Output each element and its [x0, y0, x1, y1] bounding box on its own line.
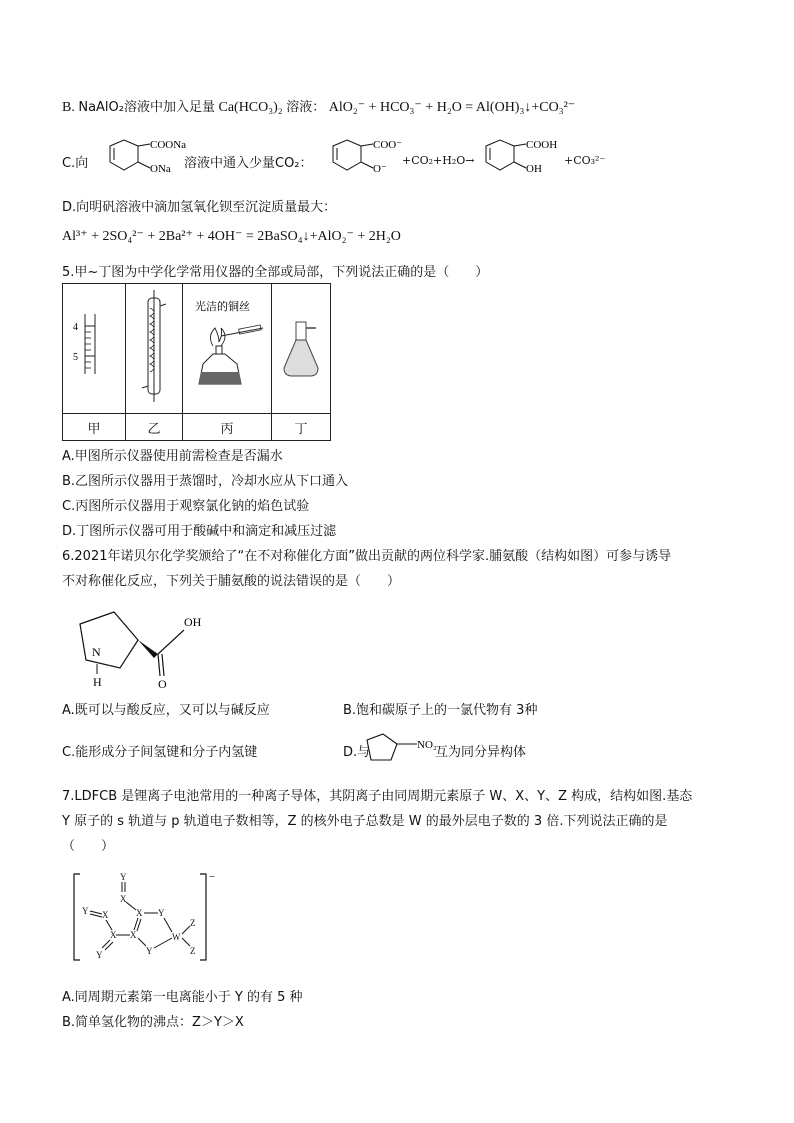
option-text: NaAlO₂溶液中加入足量	[78, 100, 215, 115]
option-6a: A.既可以与酸反应，又可以与碱反应	[62, 703, 270, 718]
label-jia: 甲	[63, 414, 126, 441]
tick-label: 4	[73, 322, 78, 333]
equation: +CO₂+H₂O→	[402, 154, 475, 167]
svg-text:Y: Y	[158, 908, 165, 918]
structure-label: COOH	[526, 139, 558, 151]
question-7-stem-line3: （ ）	[62, 839, 115, 854]
svg-text:Y: Y	[120, 872, 127, 882]
svg-text:X: X	[136, 908, 143, 918]
structure-label: OH	[526, 163, 542, 175]
suction-flask-icon	[272, 284, 330, 409]
atom-label: OH	[184, 615, 202, 629]
svg-text:Z: Z	[190, 946, 196, 956]
condenser-icon	[126, 284, 182, 409]
salicylic-acid-structure	[480, 136, 570, 180]
label-ding: 丁	[272, 414, 331, 441]
question-7-stem-line1: 7.LDFCB 是锂离子电池常用的一种离子导体，其阴离子由同周期元素原子 W、X、Y、Z 构成，结构如图.基态	[62, 789, 693, 804]
svg-text:X: X	[110, 930, 117, 940]
nitrocyclopentane-structure	[359, 732, 439, 764]
alcohol-lamp-copper-wire-icon	[183, 284, 271, 409]
option-7a: A.同周期元素第一电离能小于 Y 的有 5 种	[62, 990, 303, 1005]
atom-label: O	[158, 677, 167, 691]
proline-structure	[62, 598, 222, 693]
option-5c: C.丙图所示仪器用于观察氯化钠的焰色试验	[62, 499, 310, 514]
question-6-stem-line1: 6.2021年诺贝尔化学奖颁给了“在不对称催化方面”做出贡献的两位科学家.脯氨酸（结构如图）可参与诱导	[62, 549, 672, 564]
svg-text:Y: Y	[96, 950, 103, 960]
label-yi: 乙	[126, 414, 183, 441]
option-6c: C.能形成分子间氢键和分子内氢键	[62, 745, 258, 760]
tick-label: 5	[73, 352, 78, 363]
option-4d: D.向明矾溶液中滴加氢氧化钡至沉淀质量最大：	[62, 200, 337, 215]
option-5d: D.丁图所示仪器可用于酸碱中和滴定和减压过滤	[62, 524, 337, 539]
instrument-table	[62, 283, 331, 441]
charge-label: −	[209, 871, 216, 883]
equation: AlO₂⁻ + HCO₃⁻ + H₂O = Al(OH)₃↓+CO₃²⁻	[328, 100, 576, 115]
label-bing: 丙	[183, 414, 272, 441]
option-label: B.	[62, 100, 75, 115]
svg-text:W: W	[172, 932, 181, 942]
atom-label: N	[92, 645, 101, 659]
svg-text:X: X	[130, 930, 137, 940]
atom-label: H	[93, 675, 102, 689]
svg-text:Z: Z	[190, 918, 196, 928]
structure-label: COO⁻	[373, 139, 403, 151]
option-text: C.向	[62, 156, 89, 171]
ldfcb-anion-structure	[70, 868, 220, 966]
equation: +CO₃²⁻	[564, 154, 606, 167]
copper-wire-label: 光洁的铜丝	[195, 300, 250, 313]
group-label: NO₂	[417, 739, 437, 751]
option-7b: B.简单氢化物的沸点：Z＞Y＞X	[62, 1015, 244, 1030]
sodium-salicylate-structure	[92, 136, 187, 180]
structure-label: O⁻	[373, 163, 387, 175]
structure-label: ONa	[150, 163, 171, 175]
svg-text:X: X	[120, 894, 127, 904]
image-yi	[126, 284, 183, 414]
option-text: 互为同分异构体	[435, 745, 527, 760]
option-5b: B.乙图所示仪器用于蒸馏时，冷却水应从下口通入	[62, 474, 349, 489]
option-5a: A.甲图所示仪器使用前需检查是否漏水	[62, 449, 283, 464]
option-text: 溶液中通入少量CO₂：	[184, 156, 313, 171]
image-jia	[63, 284, 126, 414]
formula: Ca(HCO₃)₂	[218, 100, 283, 115]
burette-graduation-icon	[63, 284, 125, 409]
question-6-stem-line2: 不对称催化反应，下列关于脯氨酸的说法错误的是（ ）	[62, 574, 401, 589]
structure-label: COONa	[150, 139, 187, 151]
image-ding	[272, 284, 331, 414]
question-5-stem: 5.甲~丁图为中学化学常用仪器的全部或局部，下列说法正确的是（ ）	[62, 265, 489, 280]
option-4b	[62, 96, 575, 116]
option-text: 溶液：	[286, 100, 326, 115]
image-bing	[183, 284, 272, 414]
svg-text:X: X	[102, 910, 109, 920]
question-7-stem-line2: Y 原子的 s 轨道与 p 轨道电子数相等，Z 的核外电子总数是 W 的最外层电子数的 3 倍.下列说法正确的是	[62, 814, 668, 829]
svg-text:Y: Y	[82, 906, 89, 916]
option-6b: B.饱和碳原子上的一氯代物有 3种	[343, 703, 538, 718]
option-text: D.与	[343, 745, 371, 760]
equation-4d: Al³⁺ + 2SO₄²⁻ + 2Ba²⁺ + 4OH⁻ = 2BaSO₄↓+AlO₂⁻ + 2H₂O	[62, 229, 401, 244]
svg-text:Y: Y	[146, 946, 153, 956]
